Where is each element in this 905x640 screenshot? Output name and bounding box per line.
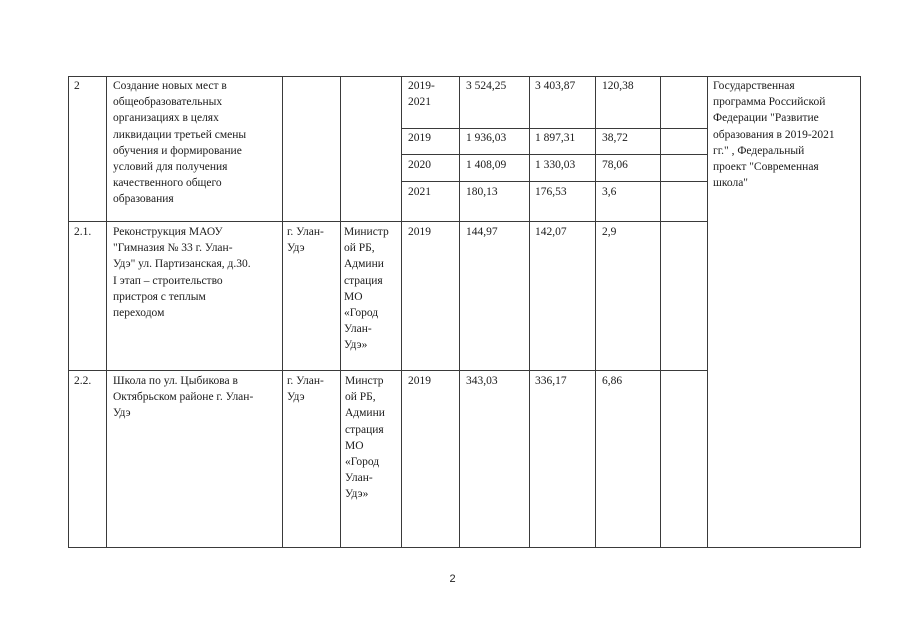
regional-cell: 120,38: [602, 80, 634, 92]
row-number: 2.1.: [74, 226, 92, 238]
regional-cell: 3,6: [602, 186, 617, 198]
event-name: Реконструкция МАОУ "Гимназия № 33 г. Улан- Удэ" ул. Партизанская, д.30. I этап – строительство пристроя с теплым переходом: [113, 226, 251, 320]
table-right-border: [860, 76, 861, 548]
federal-cell: 336,17: [535, 375, 567, 387]
table-rule: [401, 181, 708, 182]
table-column-rule: [459, 76, 460, 548]
federal-cell: 142,07: [535, 226, 567, 238]
table-column-rule: [595, 76, 596, 548]
regional-cell: 78,06: [602, 159, 628, 171]
regional-cell: 6,86: [602, 375, 623, 387]
location-cell: г. Улан- Удэ: [287, 375, 324, 404]
program-cell: Государственная программа Российской Федерации "Развитие образования в 2019-2021 гг." , Федеральный проект "Современная школа": [713, 80, 835, 190]
total-cell: 3 524,25: [466, 80, 507, 92]
table-rule: [401, 128, 708, 129]
customer-cell: Министр ой РБ, Админи страция МО «Город Улан- Удэ»: [344, 226, 389, 352]
event-name: Школа по ул. Цыбикова в Октябрьском районе г. Улан- Удэ: [113, 375, 254, 420]
event-name: Создание новых мест в общеобразовательных организациях в целях ликвидации третьей смены обучения и формирование условий для получения качественного общего образования: [113, 80, 247, 206]
table-column-rule: [660, 76, 661, 548]
table-left-border: [68, 76, 69, 548]
year-cell: 2019: [408, 375, 431, 387]
year-cell: 2019: [408, 226, 431, 238]
total-cell: 144,97: [466, 226, 498, 238]
regional-cell: 38,72: [602, 132, 628, 144]
federal-cell: 1 897,31: [535, 132, 576, 144]
total-cell: 1 936,03: [466, 132, 507, 144]
table-rule: [401, 154, 708, 155]
period-cell: 2019- 2021: [408, 80, 435, 109]
table-top-border: [68, 76, 861, 77]
table-column-rule: [340, 76, 341, 548]
federal-cell: 3 403,87: [535, 80, 576, 92]
total-cell: 343,03: [466, 375, 498, 387]
table-column-rule: [707, 76, 708, 548]
table-column-rule: [106, 76, 107, 548]
table-column-rule: [282, 76, 283, 548]
table-column-rule: [401, 76, 402, 548]
customer-cell: Минстр ой РБ, Админи страция МО «Город Улан- Удэ»: [345, 375, 385, 501]
page-number: 2: [449, 573, 456, 585]
row-number: 2.2.: [74, 375, 92, 387]
total-cell: 180,13: [466, 186, 498, 198]
table-rule: [68, 370, 708, 371]
row-number: 2: [74, 80, 80, 92]
table-bottom-border: [68, 547, 861, 548]
federal-cell: 1 330,03: [535, 159, 576, 171]
location-cell: г. Улан- Удэ: [287, 226, 324, 255]
regional-cell: 2,9: [602, 226, 617, 238]
federal-cell: 176,53: [535, 186, 567, 198]
table-column-rule: [529, 76, 530, 548]
year-cell: 2020: [408, 159, 431, 171]
year-cell: 2019: [408, 132, 431, 144]
total-cell: 1 408,09: [466, 159, 507, 171]
year-cell: 2021: [408, 186, 431, 198]
table-rule: [68, 221, 708, 222]
